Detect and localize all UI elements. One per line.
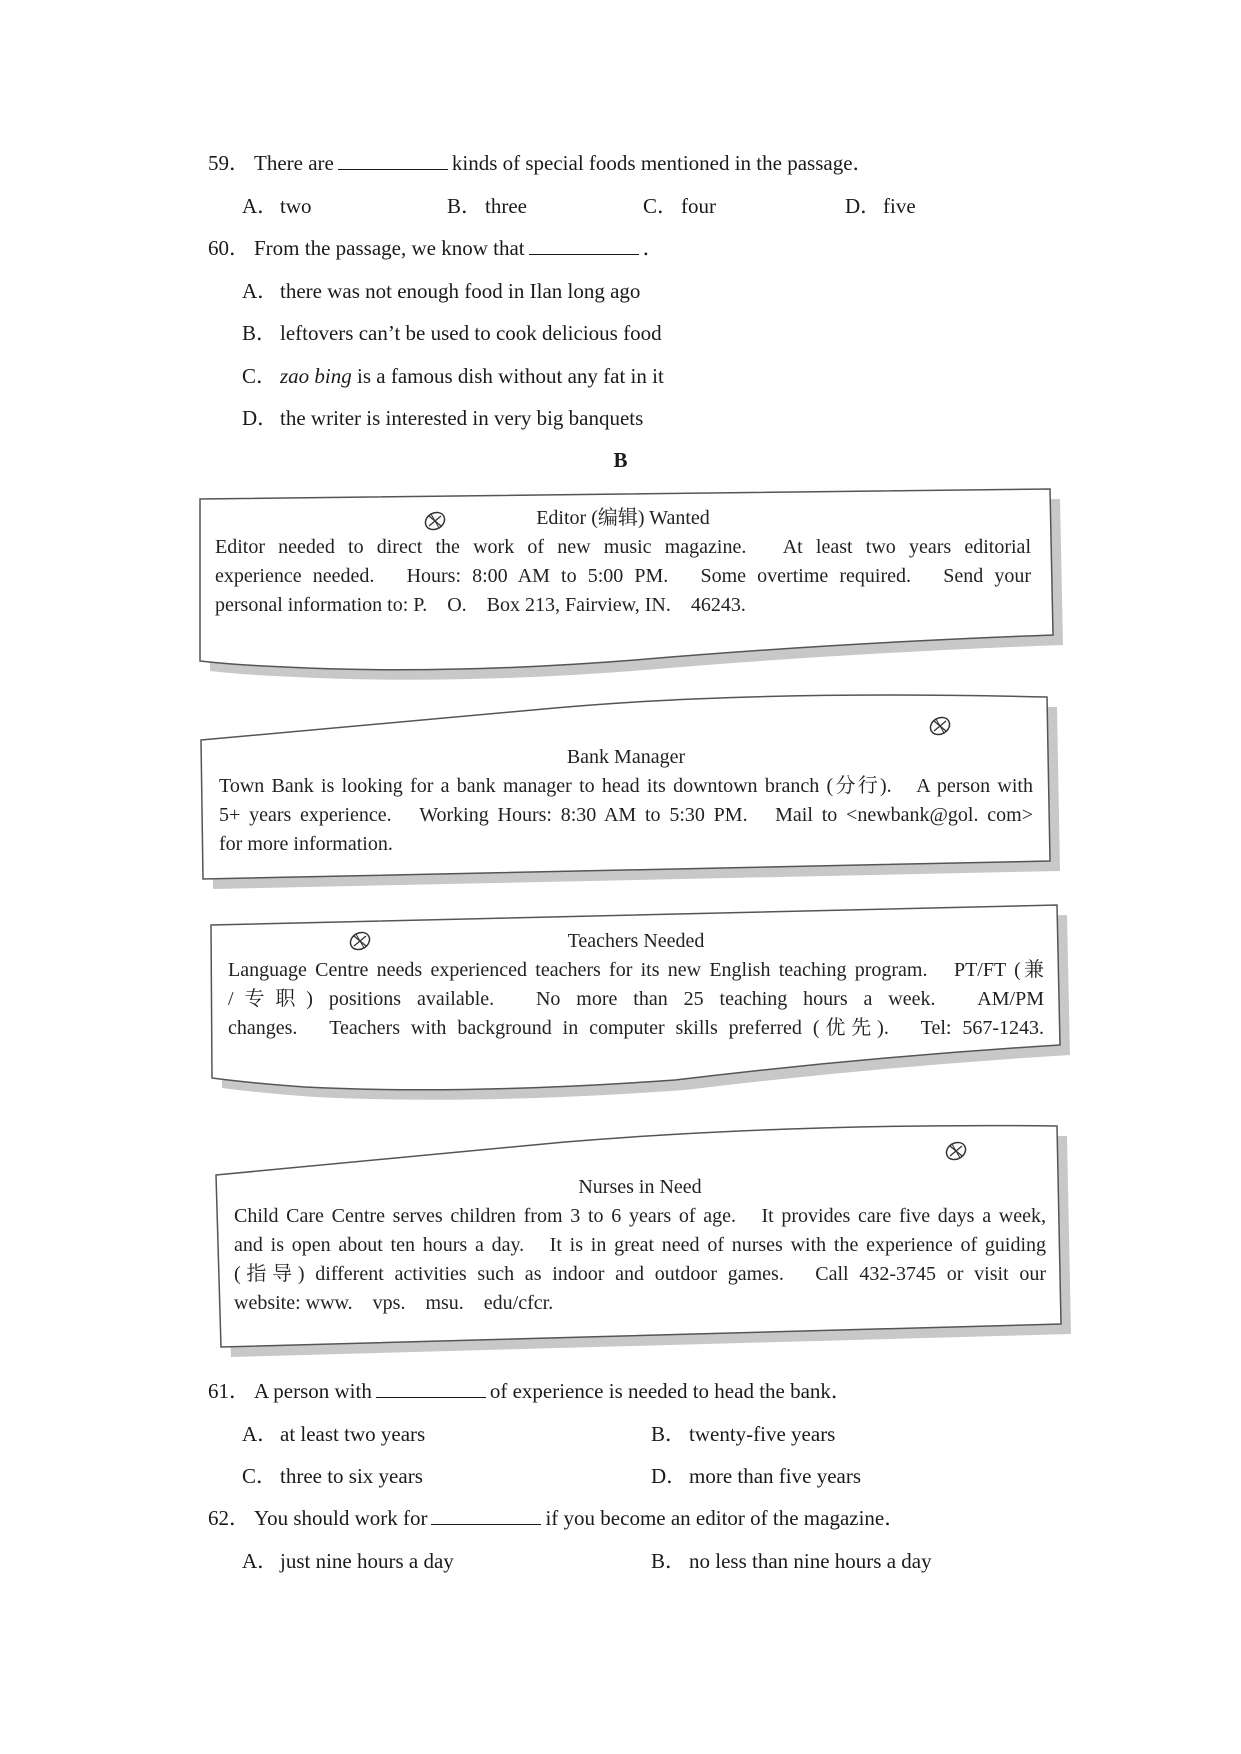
ad-teachers — [228, 927, 1044, 1043]
section-label: B — [613, 448, 628, 472]
question-61 — [208, 1378, 852, 1404]
ad-line: Child Care Centre serves children from 3 to 6 years of age. It provides care five days a week, — [234, 1205, 1046, 1227]
option-61-b[interactable]: B． twenty-five years — [651, 1422, 836, 1446]
option-62-a[interactable]: A．just nine hours a day — [242, 1549, 454, 1573]
question-stem-start: You should work for — [254, 1506, 428, 1530]
question-number: 59． — [208, 151, 250, 175]
ad-line: Town Bank is looking for a bank manager to head its downtown branch (分行). A person with — [219, 775, 1033, 797]
option-59-d[interactable]: D．five — [845, 194, 916, 218]
answer-blank — [431, 1506, 541, 1525]
option-59-b[interactable]: B． three — [447, 194, 527, 218]
ad-line: changes. Teachers with background in computer skills preferred (优先). Tel: 567-1243. — [228, 1017, 1044, 1039]
ad-title: Nurses in Need — [578, 1176, 702, 1198]
ad-line: 5+ years experience. Working Hours: 8:30 AM to 5:30 PM. Mail to <newbank@gol. com> — [219, 804, 1033, 826]
ad-line: for more information. — [219, 833, 393, 855]
ad-title: Teachers Needed — [567, 930, 705, 952]
question-stem-start: A person with — [254, 1379, 372, 1403]
mouse-icon — [929, 715, 951, 737]
ad-line: Editor needed to direct the work of new music magazine. At least two years editorial — [215, 536, 1031, 558]
ad-line: /专职) positions available. No more than 25 teaching hours a week. AM/PM — [228, 988, 1044, 1010]
option-61-a[interactable]: A．at least two years — [242, 1422, 426, 1446]
ad-bank — [219, 743, 1033, 859]
ad-nurses — [234, 1173, 1046, 1318]
ad-line: (指导) different activities such as indoor and outdoor games. Call 432-3745 or visit our — [234, 1263, 1046, 1285]
ad-line: experience needed. Hours: 8:00 AM to 5:00 PM. Some overtime required. Send your — [215, 565, 1031, 587]
ad-line: Language Centre needs experienced teachers for its new English teaching program. PT/FT (兼 — [228, 959, 1044, 981]
option-61-c[interactable]: C． three to six years — [242, 1464, 423, 1488]
ad-title: Bank Manager — [566, 746, 686, 768]
option-60-a[interactable]: A．there was not enough food in Ilan long ago — [242, 279, 641, 303]
question-stem-start: There are — [254, 151, 334, 175]
option-60-c[interactable]: C． zao bing is a famous dish without any fat in it — [242, 364, 664, 388]
question-62 — [208, 1505, 905, 1531]
question-stem-start: From the passage, we know that — [254, 236, 525, 260]
question-stem-end: kinds of special foods mentioned in the passage． — [451, 151, 874, 175]
ad-line: personal information to: P. O. Box 213, Fairview, IN. 46243. — [215, 594, 746, 616]
question-stem-end: if you become an editor of the magazine． — [545, 1506, 906, 1530]
ad-line: website: www. vps. msu. edu/cfcr. — [234, 1292, 554, 1314]
option-59-a[interactable]: A．two — [242, 194, 312, 218]
question-number: 60． — [208, 236, 250, 260]
option-62-b[interactable]: B． no less than nine hours a day — [651, 1549, 932, 1573]
question-stem-end: of experience is needed to head the bank． — [489, 1379, 852, 1403]
option-59-c[interactable]: C． four — [643, 194, 716, 218]
question-number: 61． — [208, 1379, 250, 1403]
question-number: 62． — [208, 1506, 250, 1530]
answer-blank — [376, 1379, 486, 1398]
question-stem-end: ． — [642, 236, 664, 260]
option-61-d[interactable]: D．more than five years — [651, 1464, 862, 1488]
option-60-d[interactable]: D．the writer is interested in very big banquets — [242, 406, 644, 430]
ad-title: Editor (编辑) Wanted — [536, 507, 710, 529]
mouse-icon — [945, 1140, 967, 1162]
ad-editor — [215, 504, 1031, 620]
ad-line: and is open about ten hours a day. It is in great need of nurses with the experience of guiding — [234, 1234, 1046, 1256]
option-60-b[interactable]: B． leftovers can’t be used to cook delicious food — [242, 321, 662, 345]
